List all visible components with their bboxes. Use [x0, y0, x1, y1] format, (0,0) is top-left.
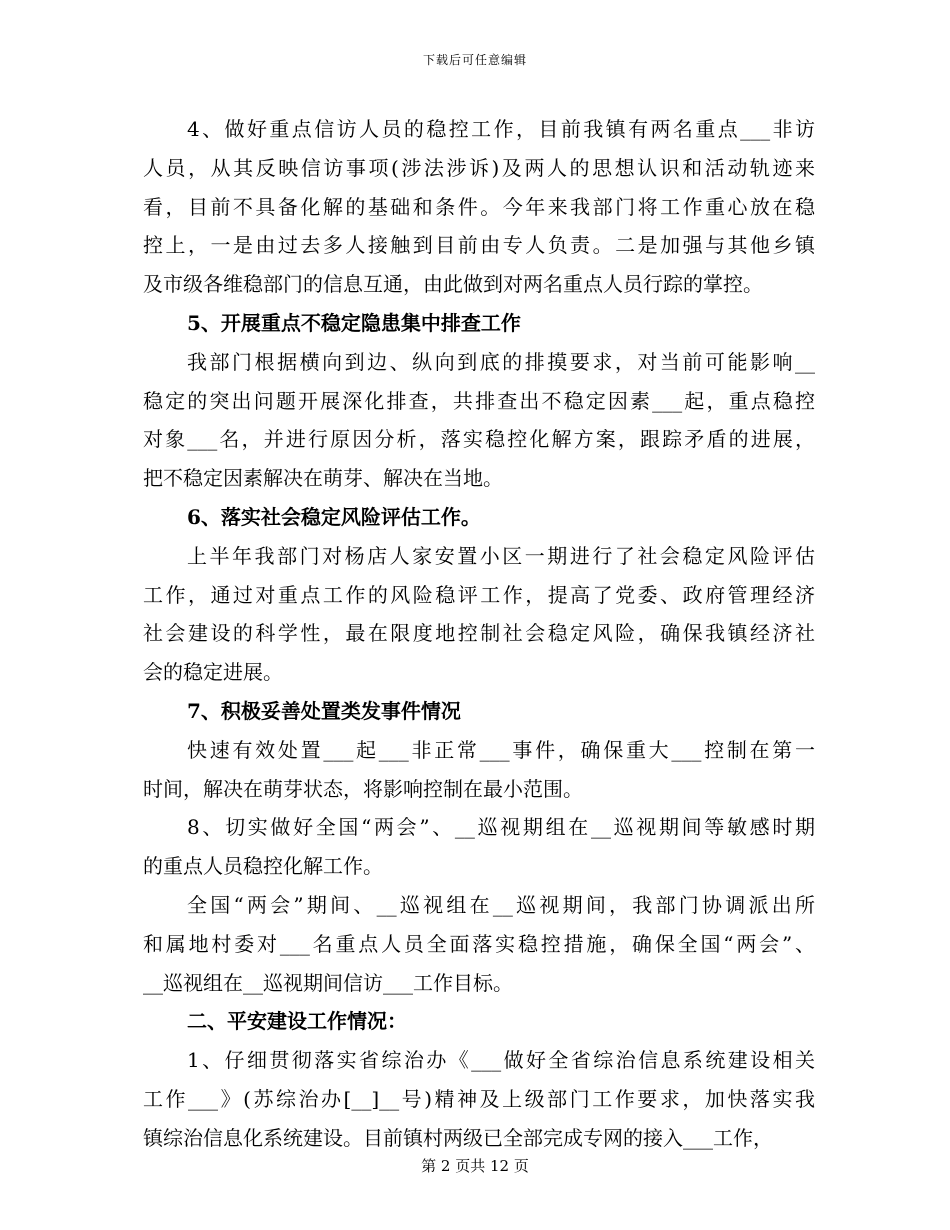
- text-line: __巡视组在__巡视期间信访___工作目标。: [143, 970, 513, 995]
- section-heading: [143, 692, 815, 731]
- paragraph: [143, 808, 815, 886]
- text-line: 控上，一是由过去多人接触到目前由专人负责。二是加强与其他乡镇: [143, 233, 815, 258]
- section-heading: [143, 1002, 815, 1041]
- paragraph: [143, 731, 815, 809]
- text-line: 上半年我部门对杨店人家安置小区一期进行了社会稳定风险评估: [187, 543, 815, 568]
- paragraph: [143, 110, 815, 304]
- text-line: 全国“两会”期间、__巡视组在__巡视期间，我部门协调派出所: [187, 892, 815, 917]
- text-line: 和属地村委对___名重点人员全面落实稳控措施，确保全国“两会”、: [143, 931, 815, 956]
- text-line: 工作，通过对重点工作的风险稳评工作，提高了党委、政府管理经济: [143, 582, 815, 607]
- text-line: 4、做好重点信访人员的稳控工作，目前我镇有两名重点___非访: [187, 117, 815, 141]
- text-line: 镇综治信息化系统建设。目前镇村两级已全部完成专网的接入___工作，: [143, 1125, 773, 1150]
- text-line: 社会建设的科学性，最在限度地控制社会稳定风险，确保我镇经济社: [143, 621, 815, 646]
- text-line: 人员，从其反映信访事项(涉法涉诉)及两人的思想认识和活动轨迹来: [143, 155, 815, 180]
- text-line: 时间，解决在萌芽状态，将影响控制在最小范围。: [143, 776, 583, 801]
- text-line: 工作___》(苏综治办[__]__号)精神及上级部门工作要求，加快落实我: [143, 1086, 815, 1111]
- text-line: 及市级各维稳部门的信息互通，由此做到对两名重点人员行踪的掌控。: [143, 272, 763, 297]
- paragraph: [143, 886, 815, 1002]
- page-footer: 第 2 页共 12 页: [421, 1157, 529, 1175]
- text-line: 快速有效处置___起___非正常___事件，确保重大___控制在第一: [187, 737, 815, 762]
- section-heading: [143, 304, 815, 343]
- paragraph: [143, 537, 815, 692]
- page-header: 下载后可任意编辑: [422, 53, 527, 67]
- text-line: 7、积极妥善处置类发事件情况: [187, 698, 461, 723]
- text-line: 5、开展重点不稳定隐患集中排查工作: [187, 310, 521, 335]
- text-line: 把不稳定因素解决在萌芽、解决在当地。: [143, 466, 503, 491]
- text-line: 我部门根据横向到边、纵向到底的排摸要求，对当前可能影响__: [187, 349, 815, 374]
- text-line: 的重点人员稳控化解工作。: [143, 854, 383, 879]
- paragraph: [143, 1041, 815, 1157]
- text-line: 看，目前不具备化解的基础和条件。今年来我部门将工作重心放在稳: [143, 194, 815, 219]
- text-line: 1、仔细贯彻落实省综治办《___做好全省综治信息系统建设相关: [187, 1048, 815, 1073]
- text-line: 6、落实社会稳定风险评估工作。: [187, 504, 481, 529]
- document-body: [143, 110, 815, 1158]
- text-line: 二、平安建设工作情况：: [187, 1009, 407, 1034]
- text-line: 会的稳定进展。: [143, 660, 283, 685]
- section-heading: [143, 498, 815, 537]
- text-line: 稳定的突出问题开展深化排查，共排查出不稳定因素___起，重点稳控: [143, 388, 815, 413]
- text-line: 对象___名，并进行原因分析，落实稳控化解方案，跟踪矛盾的进展，: [143, 427, 815, 452]
- text-line: 8、切实做好全国“两会”、__巡视期组在__巡视期间等敏感时期: [187, 815, 815, 840]
- paragraph: [143, 343, 815, 498]
